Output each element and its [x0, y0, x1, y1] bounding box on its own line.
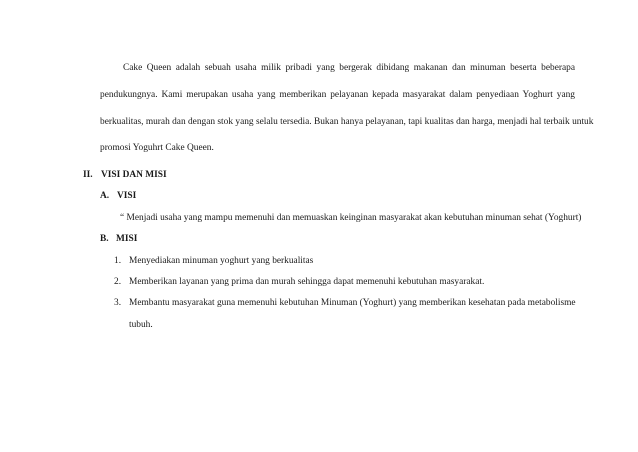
misi-item-3-number: 3.: [114, 298, 122, 308]
visi-letter: A.: [100, 191, 110, 201]
misi-item-3-text: Membantu masyarakat guna memenuhi kebutuhan Minuman (Yoghurt) yang memberikan kesehatan pada metabolisme: [129, 298, 576, 308]
misi-item-1-text: Menyediakan minuman yoghurt yang berkualitas: [129, 256, 314, 266]
misi-item-1-number: 1.: [114, 256, 122, 266]
misi-heading: MISI: [116, 234, 138, 244]
intro-line-4: promosi Yoguhrt Cake Queen.: [100, 143, 214, 153]
misi-item-2-text: Memberikan layanan yang prima dan murah sehingga dapat memenuhi kebutuhan masyarakat.: [129, 277, 485, 287]
intro-line-1: Cake Queen adalah sebuah usaha milik pribadi yang bergerak dibidang makanan dan minuman beserta beberapa: [123, 63, 575, 73]
misi-letter: B.: [100, 234, 109, 244]
visi-statement: “ Menjadi usaha yang mampu memenuhi dan memuaskan keinginan masyarakat akan kebutuhan minuman sehat (Yoghurt): [120, 213, 582, 223]
intro-line-2: pendukungnya. Kami merupakan usaha yang memberikan pelayanan kepada masyarakat dalam penyediaan Yoghurt yang: [100, 90, 575, 100]
misi-item-2-number: 2.: [114, 277, 122, 287]
intro-line-3: berkualitas, murah dan dengan stok yang selalu tersedia. Bukan hanya pelayanan, tapi kualitas dan harga, menjadi hal terbaik untuk: [100, 117, 594, 127]
visi-heading: VISI: [117, 191, 137, 201]
section-number: II.: [83, 170, 93, 180]
misi-item-3-text-cont: tubuh.: [129, 320, 153, 330]
section-title: VISI DAN MISI: [101, 170, 167, 180]
